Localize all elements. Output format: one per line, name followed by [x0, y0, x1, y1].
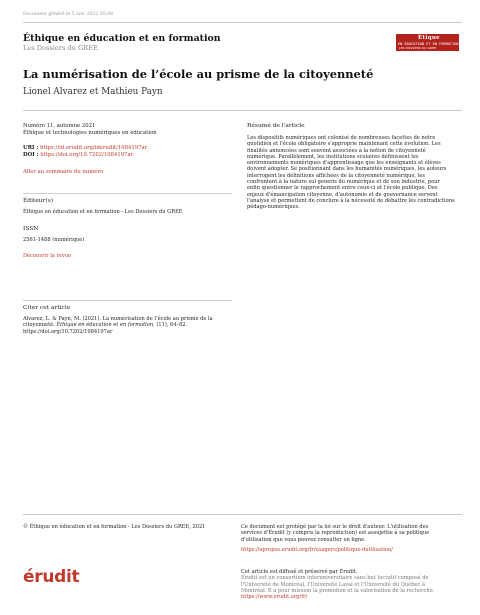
abstract-line: finalités annoncées sont souvent associées à la notion de citoyenneté [247, 147, 426, 154]
abstract-text [247, 135, 460, 211]
diffusion-notice [241, 569, 461, 600]
abstract-line: pédago-numériques. [247, 204, 300, 211]
citation-text [23, 316, 233, 335]
collection-name: Les Dossiers du GREE [23, 44, 98, 52]
divider [23, 514, 462, 515]
abstract-line: environnements numériques d'apprentissage que les enseignants et élèves [247, 160, 441, 167]
abstract-line: confrontent à la nature sui generis du numérique et de son industrie, pour [247, 179, 440, 186]
issue-toc-link[interactable]: Aller au sommaire du numéro [23, 169, 104, 175]
cite-heading: Citer cet article [23, 305, 71, 311]
erudit-logo[interactable]: érudit [23, 567, 80, 587]
generation-timestamp: Document généré le 5 nov. 2022 05:06 [23, 12, 114, 17]
diffusion-line: Érudit est un consortium interuniversitaire sans but lucratif composé de [241, 575, 429, 582]
abstract-line: doivent adopter. Se positionnant dans les humanités numériques, les auteurs [247, 166, 447, 173]
logo-word: Étique [418, 35, 440, 41]
abstract-line: numérique. Parallèlement, les institutions scolaires définissent les [247, 153, 419, 160]
abstract-line: l'analyse et permettent de conclure à la nécessité de débattre les contradictions [247, 197, 455, 204]
abstract-line: Les dispositifs numériques ont colonisé de nombreuses facettes de notre [247, 135, 436, 141]
citation-doi: https://doi.org/10.7202/1084197ar [23, 328, 113, 335]
doi-line [23, 152, 133, 158]
divider [23, 110, 462, 111]
uri-link[interactable]: https://id.erudit.org/iderudit/1084197ar [40, 145, 148, 151]
diffusion-line: Cet article est diffusé et préservé par Érudit. [241, 569, 358, 575]
diffusion-line: l'Université de Montréal, l'Université Laval et l'Université du Québec à [241, 581, 425, 588]
article-title: La numérisation de l’école au prisme de la citoyenneté [23, 67, 374, 81]
discover-journal-link[interactable]: Découvrir la revue [23, 253, 72, 259]
divider [23, 300, 232, 301]
article-authors: Lionel Alvarez et Mathieu Payn [23, 87, 163, 97]
journal-title: Éthique en éducation et en formation [23, 33, 221, 44]
issn-value: 2561-1488 (numérique) [23, 237, 85, 243]
rights-notice [241, 524, 461, 553]
publisher-value: Éthique en éducation et en formation - Les Dossiers du GREE [23, 209, 183, 215]
citation-journal: Éthique en éducation et en formation [56, 322, 154, 329]
rights-line: Ce document est protégé par la loi sur le droit d'auteur. L'utilisation des [241, 524, 429, 530]
divider [23, 193, 232, 194]
abstract-line: enfin questionner le rapprochement entre ceux-ci et l'école publique. Des [247, 185, 438, 192]
issue-theme: Éthique et technologies numériques en éducation [23, 130, 157, 136]
publisher-heading: Éditeur(s) [23, 198, 54, 204]
issue-number: Numéro 11, automne 2021 [23, 123, 96, 129]
abstract-line: enjeux d'émancipation citoyenne, d'autonomie et de gouvernance servent [247, 191, 438, 198]
issn-heading: ISSN [23, 226, 39, 232]
rights-line: services d'Érudit (y compris la reproduction) est assujettie à sa politique [241, 530, 430, 537]
abstract-line: quotidien et l'école obligatoire s'approprie maintenant cette évolution. Les [247, 141, 441, 148]
journal-logo [396, 34, 459, 51]
doi-label: DOI : [23, 152, 39, 158]
citation-segment: citoyenneté. [23, 322, 57, 329]
logo-subtitle: EN ÉDUCATION ET EN FORMATION [398, 42, 459, 46]
uri-label: URI : [23, 145, 39, 151]
logo-collection: LES DOSSIERS DU GREE [399, 46, 436, 50]
abstract-heading: Résumé de l'article [247, 123, 305, 129]
abstract-line: interrogent les définitions affichées de la citoyenneté numérique, les [247, 172, 425, 179]
erudit-site-link[interactable]: https://www.erudit.org/fr/ [241, 594, 308, 601]
doi-link[interactable]: https://doi.org/10.7202/1084197ar [40, 152, 134, 158]
uri-line [23, 145, 147, 151]
diffusion-line: Montréal. Il a pour mission la promotion et la valorisation de la recherche. [241, 587, 435, 594]
citation-segment: , (11), 64–82. [153, 322, 188, 329]
citation-line: Alvarez, L. & Payn, M. (2021). La numérisation de l’école au prisme de la [23, 316, 213, 322]
rights-line: d'utilisation que vous pouvez consulter en ligne. [241, 536, 366, 543]
usage-policy-link[interactable]: https://apropos.erudit.org/fr/usagers/politique-dutilisation/ [241, 546, 393, 553]
divider [23, 22, 462, 23]
footer-copyright: © Éthique en éducation et en formation - Les Dossiers du GREE, 2021 [23, 524, 206, 530]
